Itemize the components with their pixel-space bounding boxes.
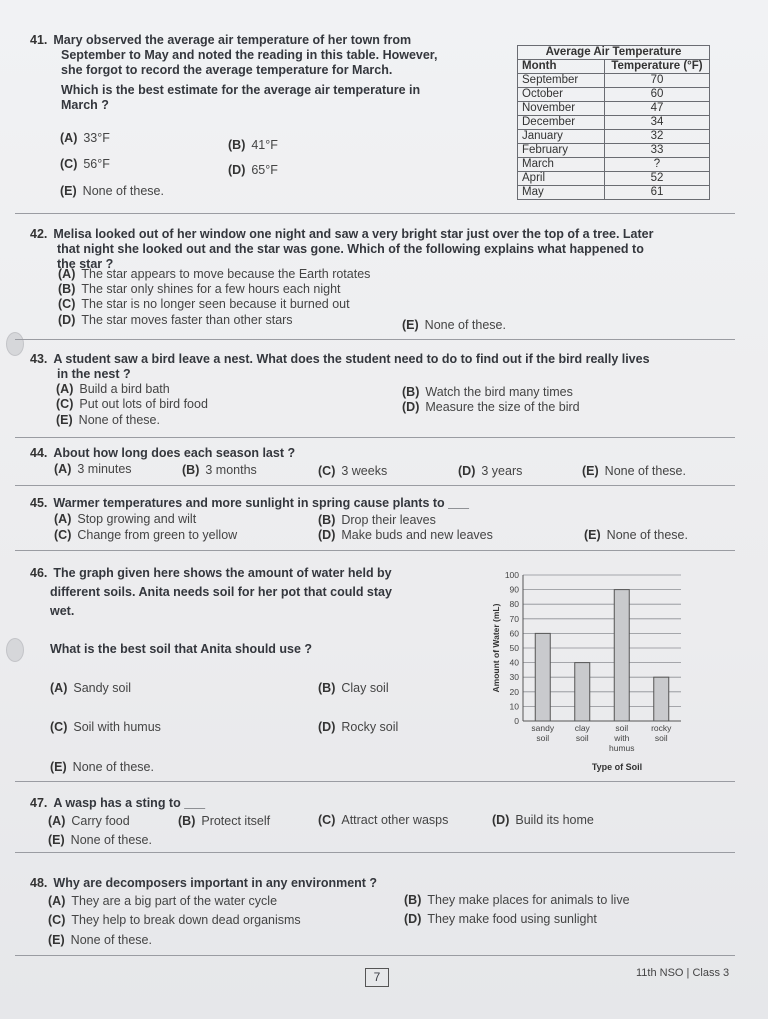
option-e[interactable]: (E) None of these. <box>48 933 152 947</box>
page-number: 7 <box>365 968 389 987</box>
y-tick-label: 100 <box>504 570 519 580</box>
question-number: 46. <box>30 566 48 580</box>
option-c[interactable]: (C) Put out lots of bird food <box>56 397 208 411</box>
option-e[interactable]: (E) None of these. <box>56 413 160 427</box>
option-c[interactable]: (C) 3 weeks <box>318 464 388 478</box>
x-tick-label: soil <box>615 723 629 733</box>
table-row: February 33 <box>518 144 710 158</box>
option-a[interactable]: (A) 3 minutes <box>54 462 132 476</box>
bar <box>654 677 669 721</box>
soil-water-chart <box>486 564 696 778</box>
option-a[interactable]: (A) Carry food <box>48 814 130 828</box>
option-d[interactable]: (D) The star moves faster than other stars <box>58 313 293 327</box>
table-header-temp: Temperature (°F) <box>605 60 710 74</box>
y-tick-label: 30 <box>509 672 519 683</box>
option-a[interactable]: (A) They are a big part of the water cycle <box>48 894 278 908</box>
option-b[interactable]: (B) They make places for animals to live <box>404 893 630 907</box>
question-number: 41. <box>30 33 48 47</box>
question-number: 45. <box>30 496 48 510</box>
option-d[interactable]: (D) Measure the size of the bird <box>402 400 580 414</box>
option-c[interactable]: (C) Change from green to yellow <box>54 528 238 542</box>
option-d[interactable]: (D) Build its home <box>492 813 594 827</box>
question-44: 44. About how long does each season last ? <box>30 446 296 460</box>
option-a[interactable]: (A) Stop growing and wilt <box>54 512 197 526</box>
table-row: April 52 <box>518 172 710 186</box>
option-c[interactable]: (C) Soil with humus <box>50 720 161 734</box>
divider <box>15 550 735 551</box>
table-title: Average Air Temperature <box>518 46 710 60</box>
option-a[interactable]: (A) The star appears to move because the Earth rotates <box>58 267 371 281</box>
y-tick-label: 0 <box>514 716 519 726</box>
option-b[interactable]: (B) Protect itself <box>178 814 271 828</box>
x-tick-label: soil <box>536 733 550 743</box>
y-tick-label: 10 <box>509 701 519 712</box>
punch-hole <box>6 332 24 356</box>
option-b[interactable]: (B) 41°F <box>228 138 278 152</box>
question-46-prompt: What is the best soil that Anita should use ? <box>50 642 313 656</box>
divider <box>15 213 735 214</box>
question-stem: March ? <box>61 98 109 112</box>
y-tick-label: 80 <box>509 599 519 610</box>
option-b[interactable]: (B) 3 months <box>182 463 257 477</box>
question-46: 46. The graph given here shows the amount of water held by different soils. Anita needs soil for her pot that could stay wet. <box>30 566 392 618</box>
table-row: September 70 <box>518 74 710 88</box>
option-a[interactable]: (A) 33°F <box>60 131 110 145</box>
y-tick-label: 50 <box>509 643 519 653</box>
y-tick-label: 90 <box>509 584 519 595</box>
question-number: 44. <box>30 446 48 460</box>
option-b[interactable]: (B) Clay soil <box>318 681 389 695</box>
x-tick-label: soil <box>654 733 668 743</box>
table-row: January 32 <box>518 130 710 144</box>
option-d[interactable]: (D) 3 years <box>458 464 523 478</box>
divider <box>15 781 735 782</box>
x-tick-label: soil <box>575 733 589 743</box>
y-tick-label: 40 <box>509 657 519 668</box>
option-e[interactable]: (E) None of these. <box>48 833 152 847</box>
table-row: November 47 <box>518 102 710 116</box>
x-tick-label: humus <box>608 743 635 753</box>
question-43: 43. A student saw a bird leave a nest. What does the student need to do to find out if the bird really lives in the nest ? <box>30 352 650 381</box>
option-d[interactable]: (D) Rocky soil <box>318 720 399 734</box>
option-c[interactable]: (C) They help to break down dead organisms <box>48 913 301 927</box>
option-e[interactable]: (E) None of these. <box>582 464 686 478</box>
option-a[interactable]: (A) Sandy soil <box>50 681 132 695</box>
question-42: 42. Melisa looked out of her window one night and saw a very bright star just over the top of a tree. Later that night she looked out and the star was gone. Which of the following explains what happened to the star ? <box>30 227 654 271</box>
option-c[interactable]: (C) Attract other wasps <box>318 813 449 827</box>
question-number: 47. <box>30 796 48 810</box>
option-a[interactable]: (A) Build a bird bath <box>56 382 170 396</box>
y-axis-title: Amount of Water (mL) <box>491 603 501 693</box>
question-47: 47. A wasp has a sting to ___ <box>30 796 206 810</box>
question-number: 43. <box>30 352 48 366</box>
option-b[interactable]: (B) Drop their leaves <box>318 513 436 527</box>
x-tick-label: sandy <box>531 723 555 733</box>
divider <box>15 955 735 956</box>
bar <box>535 633 550 721</box>
question-41 <box>30 33 437 113</box>
divider <box>15 339 735 340</box>
question-stem: she forgot to record the average temperature for March. <box>61 63 393 77</box>
table-row: March ? <box>518 158 710 172</box>
divider <box>15 437 735 438</box>
option-e[interactable]: (E) None of these. <box>402 318 506 332</box>
temperature-table <box>517 45 710 200</box>
option-b[interactable]: (B) The star only shines for a few hours each night <box>58 282 341 296</box>
table-row: May 61 <box>518 186 710 200</box>
table-row: December 34 <box>518 116 710 130</box>
class-label: 11th NSO | Class 3 <box>636 967 730 979</box>
question-number: 48. <box>30 876 48 890</box>
x-tick-label: rocky <box>651 723 672 733</box>
question-stem: Mary observed the average air temperature of her town from <box>53 33 412 47</box>
option-e[interactable]: (E) None of these. <box>50 760 154 774</box>
y-tick-label: 20 <box>509 686 519 697</box>
option-e[interactable]: (E) None of these. <box>60 184 164 198</box>
option-b[interactable]: (B) Watch the bird many times <box>402 385 573 399</box>
option-d[interactable]: (D) Make buds and new leaves <box>318 528 493 542</box>
question-stem: Which is the best estimate for the average air temperature in <box>61 83 421 97</box>
question-number: 42. <box>30 227 48 241</box>
x-axis-title: Type of Soil <box>591 762 643 772</box>
option-e[interactable]: (E) None of these. <box>584 528 688 542</box>
bar <box>575 663 590 721</box>
question-45: 45. Warmer temperatures and more sunlight in spring cause plants to ___ <box>30 496 470 510</box>
option-c[interactable]: (C) The star is no longer seen because it burned out <box>58 297 350 311</box>
table-header-month: Month <box>518 60 605 74</box>
table-row: October 60 <box>518 88 710 102</box>
bar <box>614 590 629 721</box>
x-tick-label: with <box>614 733 630 743</box>
punch-hole <box>6 638 24 662</box>
y-tick-label: 70 <box>509 613 519 624</box>
y-tick-label: 60 <box>509 628 519 639</box>
option-c[interactable]: (C) 56°F <box>60 157 110 171</box>
question-stem: September to May and noted the reading in this table. However, <box>61 48 438 62</box>
option-d[interactable]: (D) They make food using sunlight <box>404 912 597 926</box>
question-48: 48. Why are decomposers important in any environment ? <box>30 876 378 890</box>
x-tick-label: clay <box>574 723 590 733</box>
option-d[interactable]: (D) 65°F <box>228 163 278 177</box>
divider <box>15 852 735 853</box>
divider <box>15 485 735 486</box>
